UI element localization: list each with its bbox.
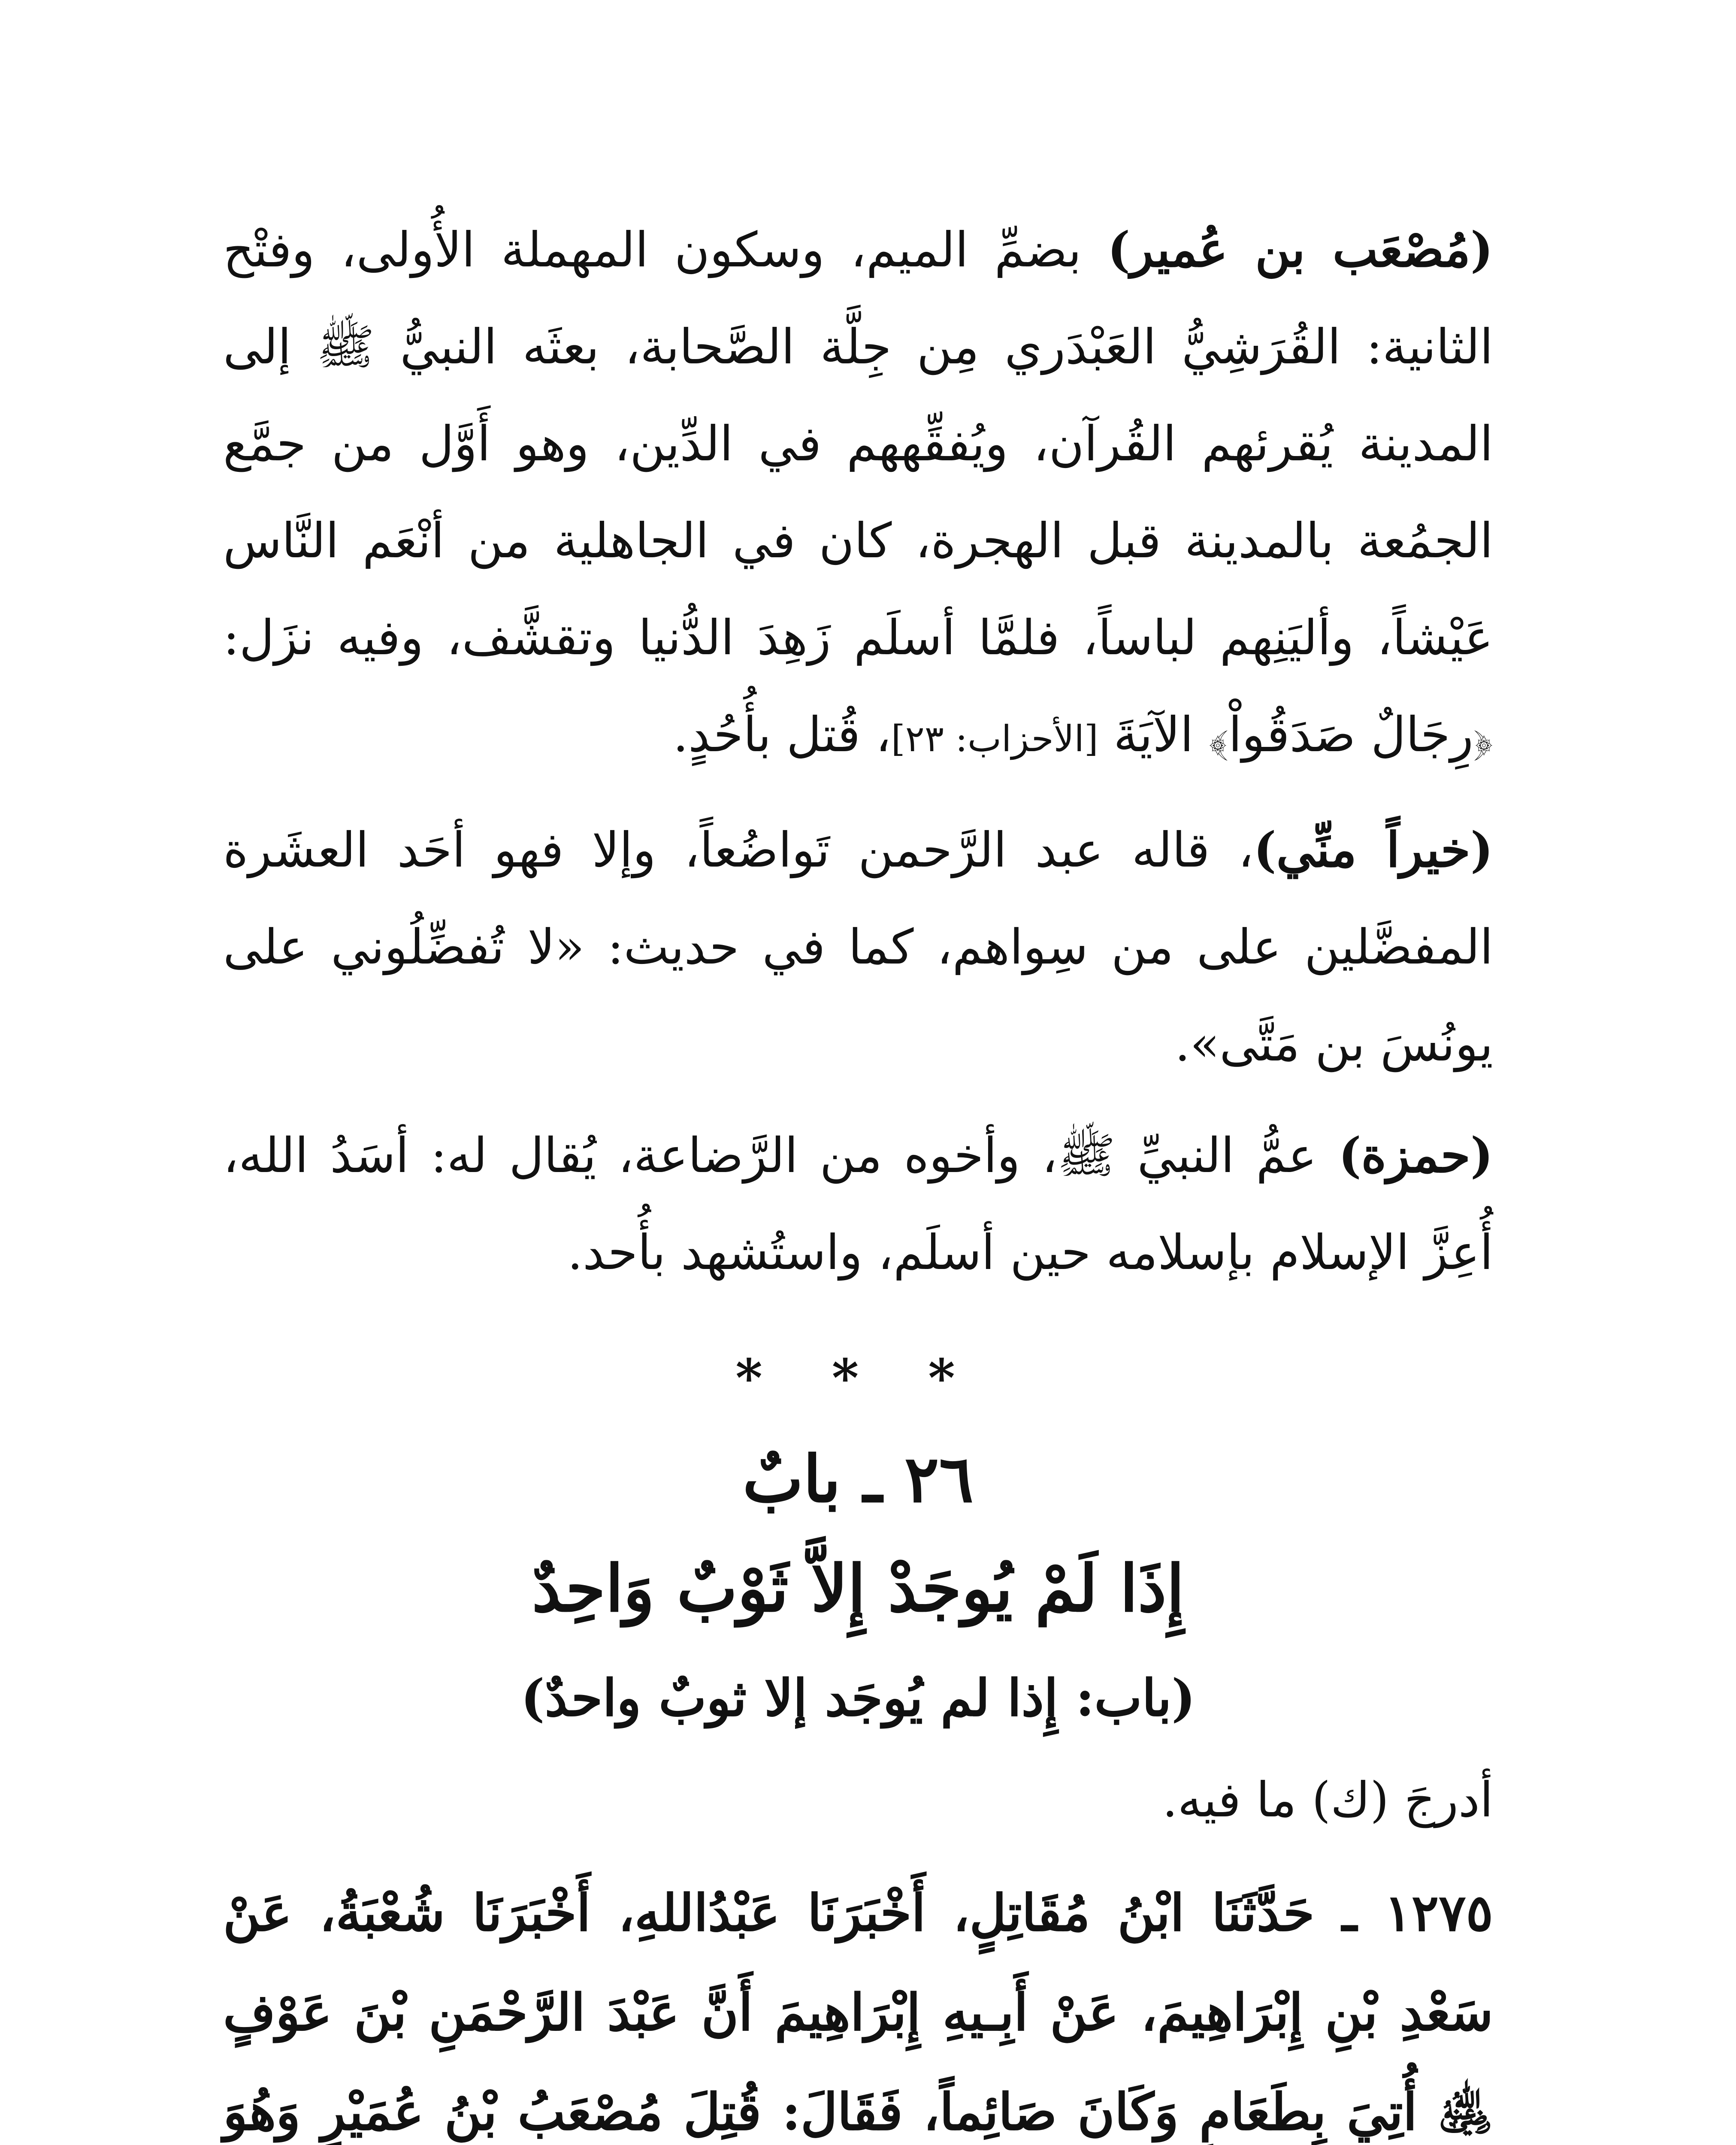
commentary-text: بضمِّ الميم، وسكون المهملة الأُولى، وفتْح الثانية: القُرَشِيُّ العَبْدَري مِن جِلَّة الصَّحابة، بعثَه النبيُّ ﷺ إلى المدينة يُقرئهم القُرآن، ويُفقِّههم في الدِّين، وهو أَوَّل من جمَّع الجمُعة بالمدينة قبل الهجرة، كان في الجاهلية من أنْعَم النَّاس عَيْشاً، وأليَنِهم لباساً، فلمَّا أسلَم زَهِدَ الدُّنيا وتقشَّف، وفيه نزَل: ﴿رِجَالٌ صَدَقُواْ﴾ الآيَةَ <box>223 222 1493 763</box>
commentary-lead: (حمزة) <box>1338 1127 1494 1184</box>
bab-commentary-heading: (باب: إِذا لم يُوجَد إلا ثوبٌ واحدٌ) <box>520 1668 1196 1728</box>
hadith-text: ١٢٧٥ ـ حَدَّثَنَا ابْنُ مُقَاتِلٍ، أَخْبَرَنَا عَبْدُاللهِ، أَخْبَرَنَا شُعْبَةُ، عَنْ سَعْدِ بْنِ إِبْرَاهِيمَ، عَنْ أَبِـيهِ إِبْرَاهِيمَ أَنَّ عَبْدَ الرَّحْمَنِ بْنَ عَوْفٍ ﵁ أُتِيَ بِطَعَامٍ وَكَانَ صَائِماً، فَقَالَ: قُتِلَ مُصْعَبُ بْنُ عُمَيْرٍ وَهُوَ <box>223 1883 1493 2142</box>
commentary-tail: ، قُتل بأُحُدٍ. <box>673 707 891 763</box>
commentary-text: عمُّ النبيِّ ﷺ، وأخوه من الرَّضاعة، يُقال له: أسَدُ الله، أُعِزَّ الإسلام بإسلامه حين أسلَم، واستُشهد بأُحد. <box>223 1128 1493 1281</box>
commentary-lead: (خيراً منِّي) <box>1253 822 1494 878</box>
commentary-lead: (مُصْعَب بن عُمير) <box>1107 222 1493 278</box>
commentary-text: ، قاله عبد الرَّحمن تَواضُعاً، وإلا فهو أحَد العشَرة المفضَّلين على من سِواهم، كما في حديث: «لا تُفضِّلُوني على يونُسَ بن مَتَّى». <box>223 822 1493 1072</box>
bab-title: إِذَا لَمْ يُوجَدْ إِلاَّ ثَوْبٌ وَاحِدٌ <box>532 1551 1185 1626</box>
commentary-paragraph-hamza <box>223 1107 1493 1301</box>
commentary-paragraph-khayran <box>223 802 1493 1093</box>
bab-number: ٢٦ ـ بابٌ <box>742 1441 974 1517</box>
editor-note: أدرجَ (ك) ما فيه. <box>1162 1772 1493 1828</box>
section-separator: * * * <box>735 1348 981 1408</box>
text-column <box>223 202 1493 2145</box>
commentary-paragraph-musab <box>223 202 1493 787</box>
quran-reference: [الأحزاب: ٢٣] <box>891 718 1098 760</box>
